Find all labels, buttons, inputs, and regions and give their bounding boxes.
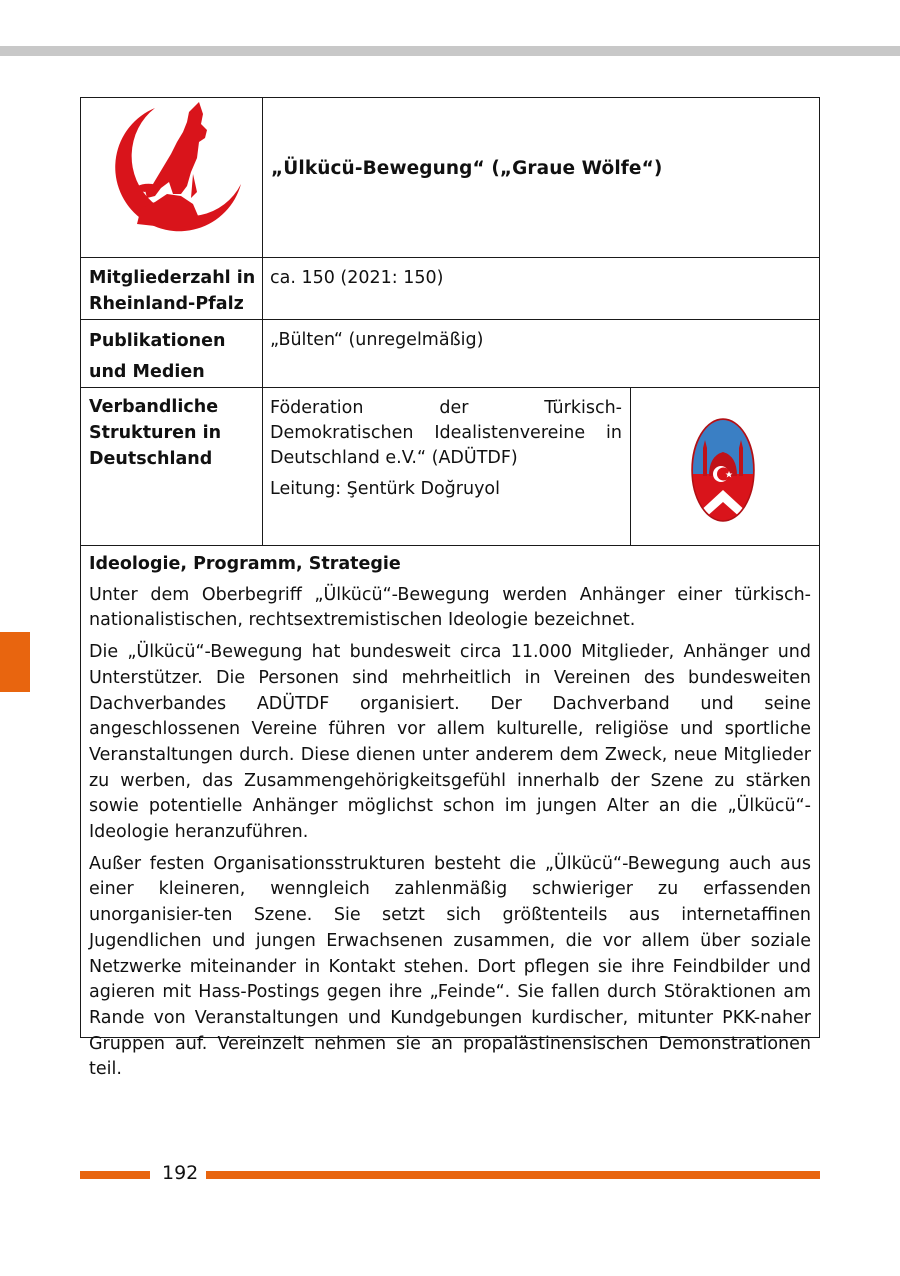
grey-wolf-crescent-logo-icon (81, 98, 262, 256)
members-row (81, 258, 819, 320)
members-label-line: Rheinland-Pfalz (89, 294, 244, 314)
structures-value (270, 396, 622, 502)
structures-label-line: Strukturen in (89, 423, 222, 443)
organization-profile-table (80, 97, 820, 1080)
structures-label-line: Verbandliche (89, 397, 219, 417)
header-row (81, 98, 819, 258)
ideology-row (81, 546, 819, 1080)
footer-rule-right (206, 1171, 820, 1179)
publications-value: „Bülten“ (unregelmäßig) (270, 330, 484, 350)
column-divider (262, 258, 263, 319)
column-divider (262, 388, 263, 545)
structures-row (81, 388, 819, 546)
footer-rule-left (80, 1171, 150, 1179)
publications-label (89, 326, 225, 388)
ideology-paragraph: Unter dem Oberbegriff „Ülkücü“-Bewegung werden Anhänger einer türkisch-nationalistischen, rechtsextremistischen Ideologie bezeichnet. (89, 584, 811, 631)
ideology-heading: Ideologie, Programm, Strategie (89, 554, 401, 574)
members-label (89, 265, 255, 317)
column-divider (630, 388, 631, 545)
publications-row (81, 320, 819, 388)
publications-label-line: und Medien (89, 362, 205, 382)
top-rule (0, 46, 900, 56)
umbrella-organization-name: Föderation der Türkisch-Demokratischen Idealistenvereine in Deutschland e.V.“ (ADÜTDF) (270, 398, 622, 468)
page-number: 192 (162, 1162, 199, 1184)
ideology-paragraph: Außer festen Organisationsstrukturen besteht die „Ülkücü“-Bewegung auch aus einer kleineren, wenngleich zahlenmäßig schwieriger zu erfassenden unorganisier-ten Szene. Sie setzt sich größtenteils aus internetaffinen Jugendlichen und jungen Erwachsenen zusammen, die vor allem über soziale Netzwerke miteinander in Kontakt stehen. Dort pflegen sie ihre Feindbilder und agieren mit Hass-Postings gegen ihre „Feinde“. Sie fallen durch Störaktionen am Rande von Veranstaltungen und Kundgebungen kurdischer, mitunter PKK-naher Gruppen auf. Vereinzelt nehmen sie an propalästinensischen Demonstrationen teil. (89, 853, 811, 1080)
column-divider (262, 98, 263, 257)
publications-label-line: Publikationen (89, 331, 226, 351)
structures-label-line: Deutschland (89, 449, 213, 469)
structures-label (89, 394, 221, 472)
members-label-line: Mitgliederzahl in (89, 268, 256, 288)
chapter-marker-tab (0, 632, 30, 692)
organization-leader: Leitung: Şentürk Doğruyol (270, 479, 500, 499)
members-value: ca. 150 (2021: 150) (270, 268, 444, 288)
adutdf-mosque-crescent-logo-icon (689, 418, 757, 522)
ideology-paragraph: Die „Ülkücü“-Bewegung hat bundesweit circa 11.000 Mitglieder, Anhänger und Unterstützer. Die Personen sind mehrheitlich in Vereinen des bundesweiten Dachverbandes ADÜTDF organisiert. Der Dachverband und seine angeschlossenen Vereine führen vor allem kulturelle, religiöse und sportliche Veranstaltungen durch. Diese dienen unter anderem dem Zweck, neue Mitglieder zu werben, das Zusammengehörigkeitsgefühl innerhalb der Szene zu stärken sowie potentielle Anhänger möglichst schon im jungen Alter an die „Ülkücü“-Ideologie heranzuführen. (89, 642, 811, 843)
organization-title: „Ülkücü-Bewegung“ („Graue Wölfe“) (271, 158, 663, 179)
column-divider (262, 320, 263, 387)
ideology-section (89, 552, 811, 1089)
